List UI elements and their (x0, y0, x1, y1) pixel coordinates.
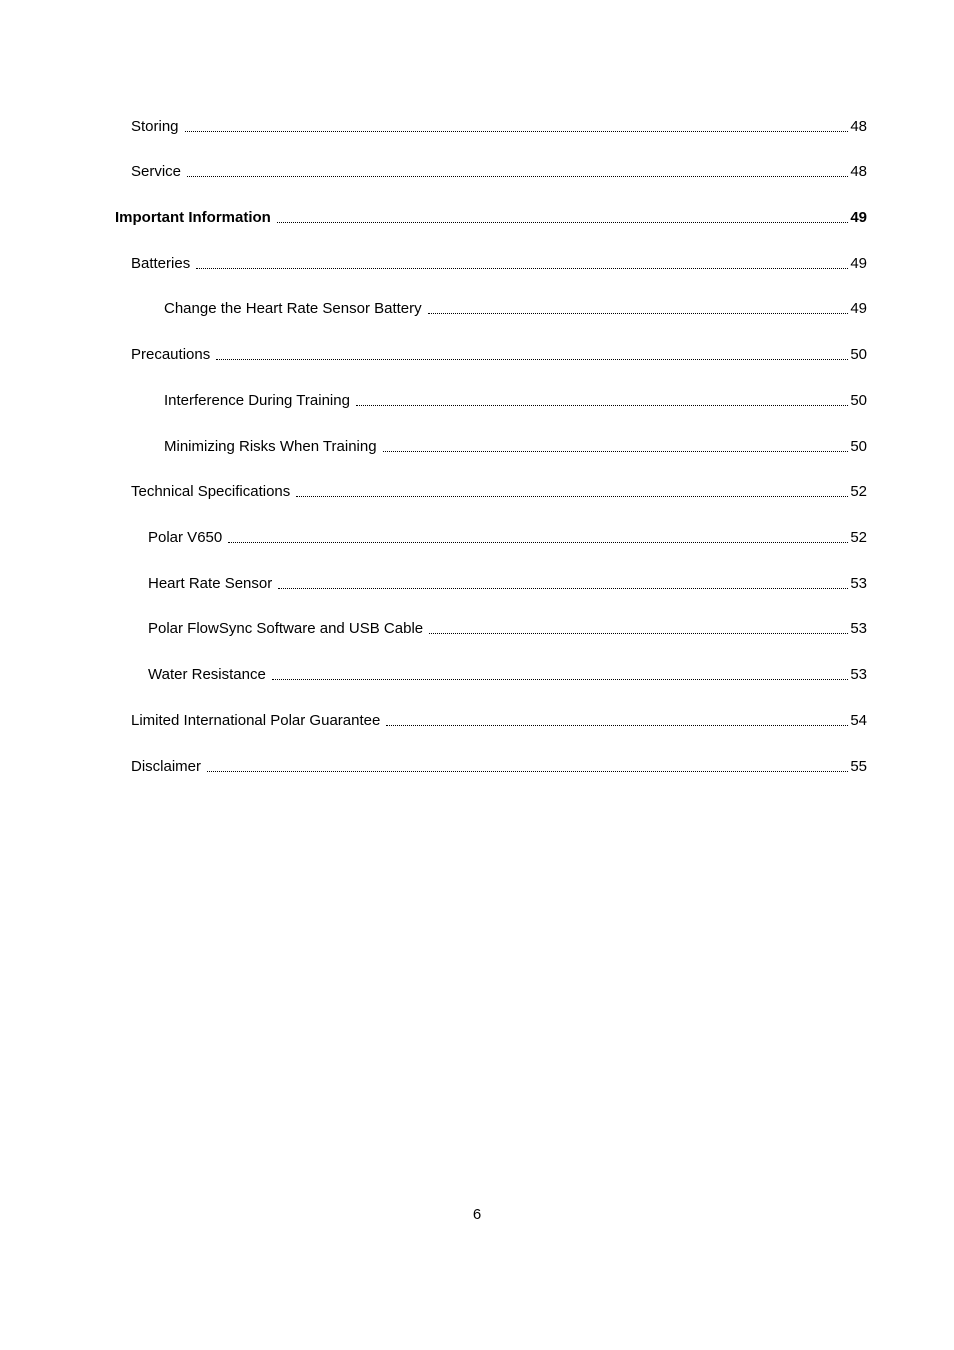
toc-dot-leader (383, 451, 849, 452)
toc-entry-title: Heart Rate Sensor (148, 575, 273, 592)
toc-entry-service[interactable] (131, 159, 867, 181)
toc-entry-title: Limited International Polar Guarantee (131, 712, 381, 729)
toc-entry-storing[interactable] (131, 114, 867, 136)
toc-entry-precautions[interactable] (131, 342, 867, 364)
toc-dot-leader (272, 679, 848, 680)
toc-entry-title: Batteries (131, 255, 191, 272)
toc-entry-batteries[interactable] (131, 251, 867, 273)
toc-dot-leader (296, 496, 848, 497)
toc-entry-page: 50 (850, 392, 867, 409)
toc-dot-leader (185, 131, 849, 132)
toc-dot-leader (207, 771, 848, 772)
toc-entry-page: 49 (850, 255, 867, 272)
toc-dot-leader (356, 405, 848, 406)
toc-dot-leader (429, 633, 848, 634)
toc-entry-page: 48 (850, 118, 867, 135)
toc-entry-interference[interactable] (164, 388, 867, 410)
toc-entry-page: 53 (850, 575, 867, 592)
toc-entry-page: 50 (850, 346, 867, 363)
toc-entry-water-resistance[interactable] (148, 662, 867, 684)
toc-entry-title: Water Resistance (148, 666, 266, 683)
toc-dot-leader (187, 176, 848, 177)
toc-entry-minimizing-risks[interactable] (164, 434, 867, 456)
toc-entry-title: Minimizing Risks When Training (164, 438, 377, 455)
page-number: 6 (472, 1206, 482, 1223)
toc-entry-flowsync-usb[interactable] (148, 616, 867, 638)
toc-entry-title: Polar V650 (148, 529, 223, 546)
toc-entry-page: 54 (850, 712, 867, 729)
toc-dot-leader (228, 542, 848, 543)
toc-entry-title: Change the Heart Rate Sensor Battery (164, 300, 422, 317)
toc-dot-leader (386, 725, 848, 726)
toc-entry-disclaimer[interactable] (131, 754, 867, 776)
toc-entry-page: 53 (850, 620, 867, 637)
toc-entry-polar-v650[interactable] (148, 525, 867, 547)
toc-dot-leader (277, 222, 848, 223)
toc-dot-leader (196, 268, 848, 269)
toc-entry-page: 52 (850, 529, 867, 546)
toc-dot-leader (216, 359, 848, 360)
toc-entry-page: 52 (850, 483, 867, 500)
toc-entry-page: 55 (850, 758, 867, 775)
toc-entry-title: Important Information (115, 209, 271, 226)
toc-entry-title: Interference During Training (164, 392, 350, 409)
toc-entry-page: 49 (850, 300, 867, 317)
toc-entry-page: 48 (850, 163, 867, 180)
toc-entry-title: Storing (131, 118, 179, 135)
toc-entry-page: 53 (850, 666, 867, 683)
toc-entry-technical-specifications[interactable] (131, 479, 867, 501)
toc-entry-title: Service (131, 163, 182, 180)
toc-dot-leader (428, 313, 849, 314)
toc-entry-title: Precautions (131, 346, 211, 363)
toc-entry-title: Disclaimer (131, 758, 202, 775)
toc-dot-leader (278, 588, 848, 589)
toc-entry-change-battery[interactable] (164, 296, 867, 318)
toc-entry-heart-rate-sensor[interactable] (148, 571, 867, 593)
toc-entry-title: Polar FlowSync Software and USB Cable (148, 620, 424, 637)
toc-entry-limited-guarantee[interactable] (131, 708, 867, 730)
toc-entry-title: Technical Specifications (131, 483, 291, 500)
toc-entry-page: 50 (850, 438, 867, 455)
toc-entry-page: 49 (850, 209, 867, 226)
toc-entry-important-information[interactable] (115, 205, 867, 227)
